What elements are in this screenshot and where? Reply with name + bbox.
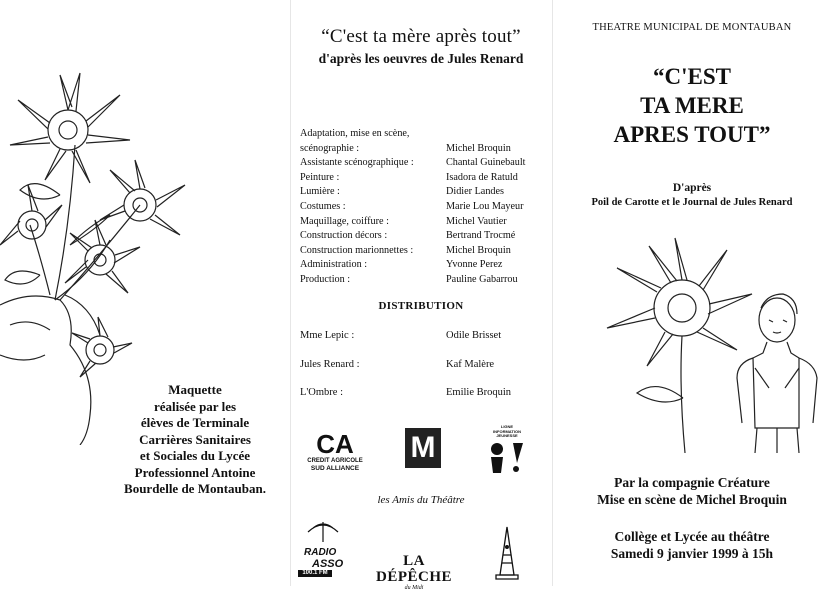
credit-row bbox=[300, 244, 550, 259]
right-panel bbox=[552, 0, 832, 586]
caption-line: élèves de Terminale bbox=[140, 415, 250, 430]
credit-row bbox=[300, 127, 550, 142]
cover-title-line: TA MERE bbox=[640, 93, 744, 118]
credits-list bbox=[300, 127, 550, 288]
information-jeunesse-logo bbox=[483, 425, 531, 475]
sunflower-boy-illustration bbox=[587, 228, 827, 458]
credit-row bbox=[300, 215, 550, 230]
credit-name: Isadora de Ratuld bbox=[446, 171, 518, 183]
performance-info bbox=[552, 528, 832, 562]
caption-line: Professionnel Antoine bbox=[134, 464, 256, 480]
company-credits bbox=[552, 474, 832, 508]
credit-role: Peinture : bbox=[300, 171, 340, 183]
radio-frequency: 100.1 FM bbox=[298, 570, 332, 577]
credit-row bbox=[300, 273, 550, 288]
cover-title bbox=[552, 62, 832, 149]
radio-line2: ASSO bbox=[312, 558, 344, 570]
dapres-label: D'après bbox=[672, 182, 712, 194]
credit-role: Construction marionnettes : bbox=[300, 244, 414, 256]
credit-role: Construction décors : bbox=[300, 230, 388, 242]
credit-row bbox=[300, 200, 550, 215]
depeche-subtitle: du Midi bbox=[404, 585, 424, 591]
caption-line: réalisée par les bbox=[153, 398, 237, 414]
credit-name: Pauline Gabarrou bbox=[446, 273, 518, 285]
credit-name: Yvonne Perez bbox=[446, 259, 503, 271]
cast-name: Emilie Broquin bbox=[446, 387, 512, 398]
credit-agricole-logo bbox=[295, 430, 375, 478]
antenna-icon bbox=[298, 520, 348, 542]
info-i-icon bbox=[483, 439, 531, 475]
credit-row bbox=[300, 142, 550, 157]
theatre-tower-logo bbox=[492, 525, 522, 580]
radio-line1: RADIO bbox=[304, 547, 337, 558]
director-credit: Mise en scène de Michel Broquin bbox=[597, 492, 787, 507]
left-panel bbox=[0, 0, 290, 586]
maquette-caption bbox=[100, 382, 290, 498]
credit-name: Michel Vautier bbox=[446, 215, 507, 227]
credit-agricole-line1: CREDIT AGRICOLE bbox=[307, 458, 363, 464]
amis-du-theatre-logo: les Amis du Théâtre bbox=[377, 494, 465, 506]
la-depeche-logo bbox=[366, 553, 462, 592]
credit-name: Chantal Guinebault bbox=[446, 157, 526, 169]
credit-row bbox=[300, 156, 550, 171]
credit-name: Didier Landes bbox=[446, 186, 504, 198]
info-logo-line: INFORMATION bbox=[493, 428, 521, 434]
caption-line: et Sociales du Lycée bbox=[139, 448, 251, 463]
m-logo bbox=[405, 428, 441, 468]
credit-role: Adaptation, mise en scène, bbox=[300, 128, 410, 139]
credit-name: Michel Broquin bbox=[446, 142, 511, 154]
performance-venue: Collège et Lycée au théâtre bbox=[614, 529, 770, 544]
cast-role: Mme Lepic : bbox=[300, 330, 355, 341]
info-logo-line: LIGNE bbox=[500, 424, 514, 429]
cast-name: Kaf Malère bbox=[446, 358, 495, 370]
cast-name: Odile Brisset bbox=[446, 330, 502, 341]
dapres-detail: Poil de Carotte et le Journal de Jules Renard bbox=[591, 197, 793, 208]
m-logo-letter: M bbox=[410, 431, 436, 464]
credit-agricole-symbol: CA bbox=[316, 429, 354, 459]
cast-role: Jules Renard : bbox=[300, 358, 360, 370]
credit-role: Maquillage, coiffure : bbox=[300, 215, 389, 227]
credit-role: Assistante scénographique : bbox=[300, 157, 414, 169]
credit-role: scénographie : bbox=[300, 142, 360, 154]
credit-agricole-line2: SUD ALLIANCE bbox=[310, 465, 360, 472]
middle-panel bbox=[290, 0, 552, 591]
credit-row bbox=[300, 185, 550, 200]
cover-title-line: “C'EST bbox=[653, 64, 731, 89]
cast-role: L'Ombre : bbox=[300, 387, 344, 398]
credit-role: Production : bbox=[300, 273, 351, 285]
caption-line: Bourdelle de Montauban. bbox=[124, 481, 266, 496]
cast-row bbox=[300, 359, 550, 388]
play-title: “C'est ta mère après tout” bbox=[321, 26, 521, 47]
credit-row bbox=[300, 171, 550, 186]
company-name: Par la compagnie Créature bbox=[614, 475, 770, 490]
play-subtitle: d'après les oeuvres de Jules Renard bbox=[318, 51, 524, 66]
caption-line: Carrières Sanitaires bbox=[139, 431, 251, 447]
credit-role: Administration : bbox=[300, 259, 368, 271]
credit-name: Bertrand Trocmé bbox=[446, 230, 516, 242]
cast-row bbox=[300, 387, 550, 416]
radio-asso-logo bbox=[298, 520, 348, 582]
credit-name bbox=[446, 127, 550, 142]
credit-row bbox=[300, 229, 550, 244]
credit-name: Marie Lou Mayeur bbox=[446, 200, 524, 212]
distribution-heading: DISTRIBUTION bbox=[378, 300, 464, 312]
theatre-header: THEATRE MUNICIPAL DE MONTAUBAN bbox=[592, 22, 792, 33]
cast-row bbox=[300, 330, 550, 359]
performance-date: Samedi 9 janvier 1999 à 15h bbox=[610, 546, 774, 561]
distribution-list bbox=[300, 330, 550, 416]
info-logo-line: JEUNESSE bbox=[496, 433, 518, 438]
credit-role: Costumes : bbox=[300, 200, 346, 212]
credit-name: Michel Broquin bbox=[446, 244, 511, 256]
depeche-title: LA DÉPÊCHE bbox=[375, 553, 452, 585]
cover-title-line: APRES TOUT” bbox=[613, 122, 771, 147]
caption-line: Maquette bbox=[168, 382, 222, 397]
credit-row bbox=[300, 258, 550, 273]
credit-role: Lumière : bbox=[300, 186, 340, 198]
